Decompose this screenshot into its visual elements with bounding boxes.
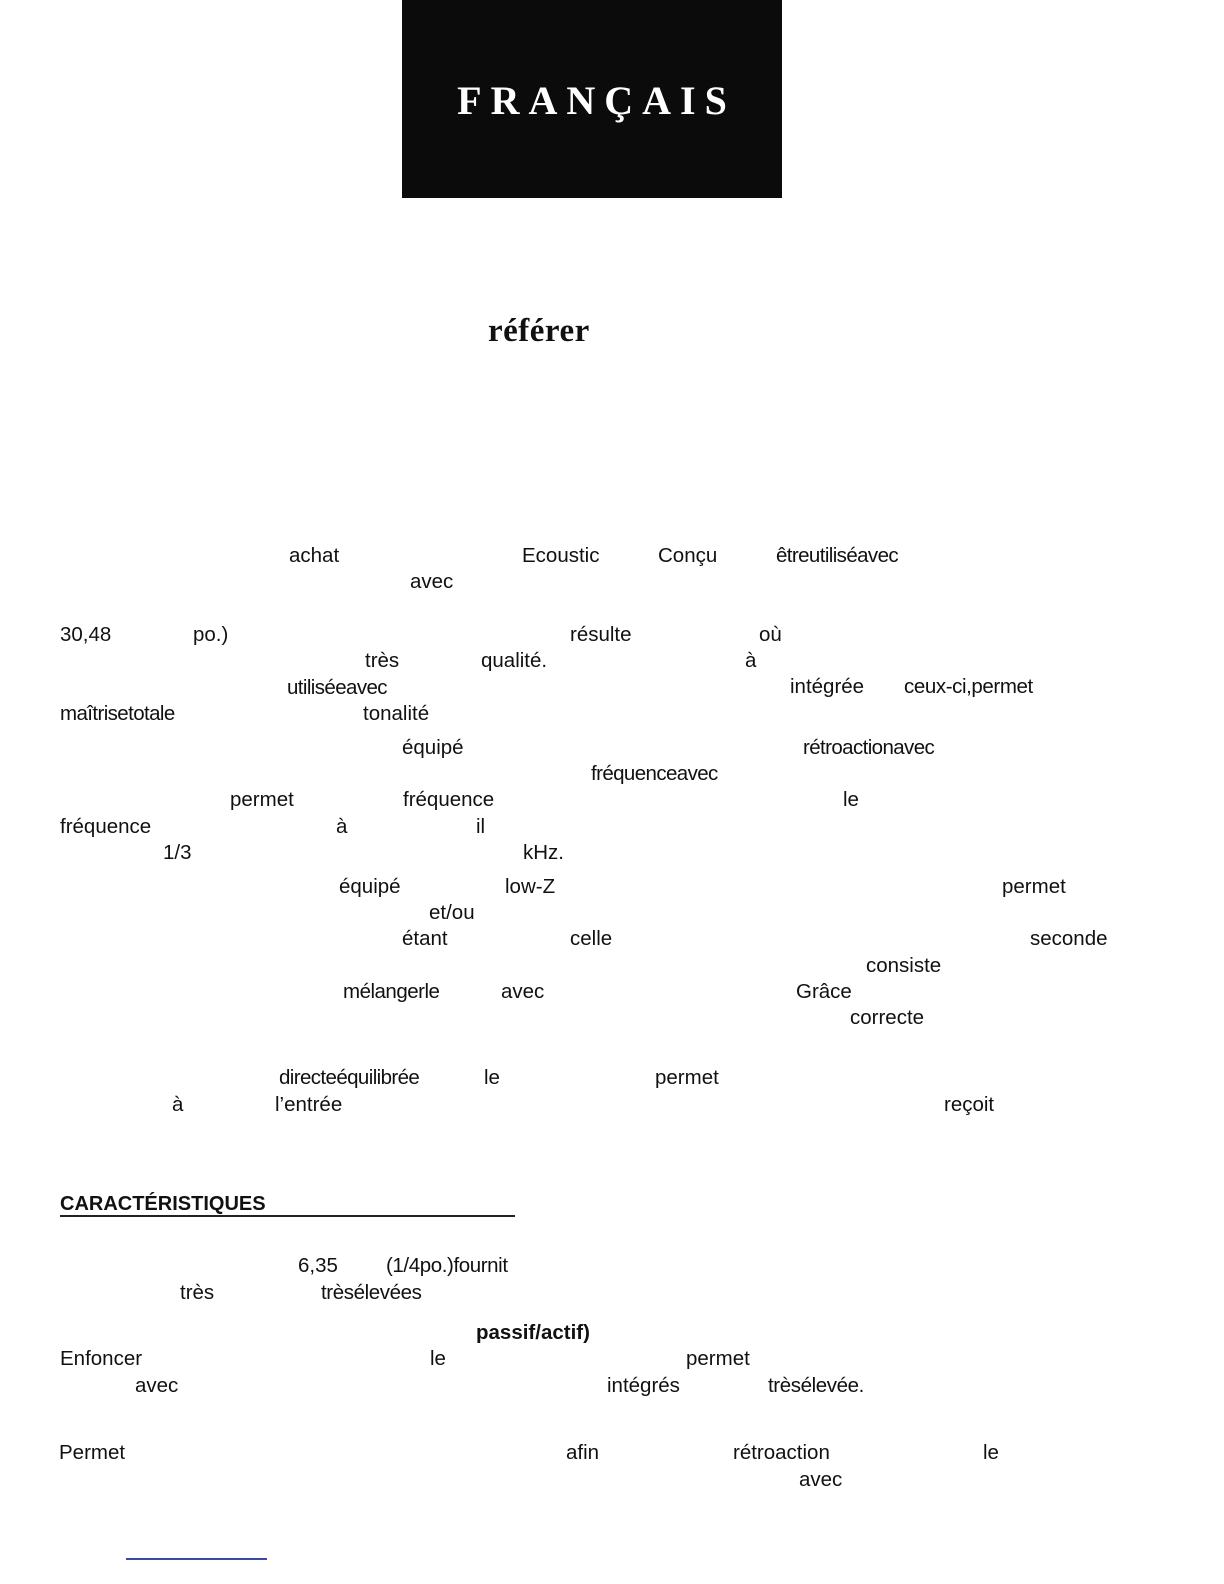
text-fragment: Conçu <box>658 544 718 567</box>
text-fragment: fréquenceavec <box>591 762 718 785</box>
text-fragment: très <box>180 1281 215 1304</box>
text-fragment: à <box>745 649 757 672</box>
language-banner <box>402 0 782 198</box>
text-fragment: êtreutiliséavec <box>776 544 899 567</box>
text-fragment: ceux-ci,permet <box>904 675 1033 698</box>
text-fragment: avec <box>799 1468 843 1491</box>
text-fragment: avec <box>501 980 545 1003</box>
text-fragment: avec <box>410 570 454 593</box>
text-fragment: mélangerle <box>343 980 440 1003</box>
text-fragment: reçoit <box>944 1093 995 1116</box>
text-fragment: il <box>476 815 486 838</box>
text-fragment: 6,35 <box>298 1254 338 1277</box>
text-fragment: kHz. <box>523 841 564 864</box>
text-fragment: correcte <box>850 1006 925 1029</box>
section-underline <box>60 1215 515 1217</box>
text-fragment: Permet <box>59 1441 126 1464</box>
text-fragment: à <box>172 1093 184 1116</box>
text-fragment: résulte <box>570 623 632 646</box>
text-fragment: à <box>336 815 348 838</box>
text-fragment: avec <box>135 1374 179 1397</box>
text-fragment: directeéquilibrée <box>279 1066 420 1089</box>
text-fragment: fréquence <box>60 815 152 838</box>
text-fragment: trèsélevées <box>321 1281 422 1304</box>
text-fragment: intégrés <box>607 1374 680 1397</box>
footer-rule <box>126 1558 267 1560</box>
text-fragment: low-Z <box>505 875 556 898</box>
section-title: CARACTÉRISTIQUES <box>60 1193 266 1215</box>
text-fragment: fréquence <box>403 788 495 811</box>
text-fragment: Grâce <box>796 980 852 1003</box>
text-fragment: celle <box>570 927 613 950</box>
text-fragment: seconde <box>1030 927 1108 950</box>
text-fragment: le <box>430 1347 446 1370</box>
text-fragment: passif/actif) <box>476 1321 590 1344</box>
text-fragment: achat <box>289 544 340 567</box>
text-fragment: Enfoncer <box>60 1347 143 1370</box>
text-fragment: rétroaction <box>733 1441 830 1464</box>
text-fragment: équipé <box>402 736 464 759</box>
text-fragment: maîtrisetotale <box>60 702 175 725</box>
text-fragment: po.) <box>193 623 229 646</box>
text-fragment: utiliséeavec <box>287 676 387 699</box>
text-fragment: très <box>365 649 400 672</box>
text-fragment: où <box>759 623 782 646</box>
text-fragment: étant <box>402 927 448 950</box>
text-fragment: qualité. <box>481 649 548 672</box>
text-fragment: l’entrée <box>275 1093 343 1116</box>
text-fragment: le <box>983 1441 999 1464</box>
text-fragment: Ecoustic <box>522 544 600 567</box>
text-fragment: tonalité <box>363 702 430 725</box>
text-fragment: équipé <box>339 875 401 898</box>
text-fragment: permet <box>1002 875 1066 898</box>
text-fragment: permet <box>230 788 294 811</box>
banner-title: FRANÇAIS <box>457 77 736 123</box>
text-fragment: 1/3 <box>163 841 192 864</box>
text-fragment: permet <box>686 1347 750 1370</box>
text-fragment: (1/4po.)fournit <box>386 1254 508 1277</box>
text-fragment: consiste <box>866 954 942 977</box>
text-fragment: rétroactionavec <box>803 736 935 759</box>
page-heading: référer <box>488 313 590 349</box>
text-fragment: afin <box>566 1441 600 1464</box>
text-fragment: trèsélevée. <box>768 1374 864 1397</box>
text-fragment: et/ou <box>429 901 475 924</box>
text-fragment: permet <box>655 1066 719 1089</box>
text-fragment: 30,48 <box>60 623 112 646</box>
text-fragment: le <box>843 788 859 811</box>
text-fragment: le <box>484 1066 500 1089</box>
text-fragment: intégrée <box>790 675 865 698</box>
